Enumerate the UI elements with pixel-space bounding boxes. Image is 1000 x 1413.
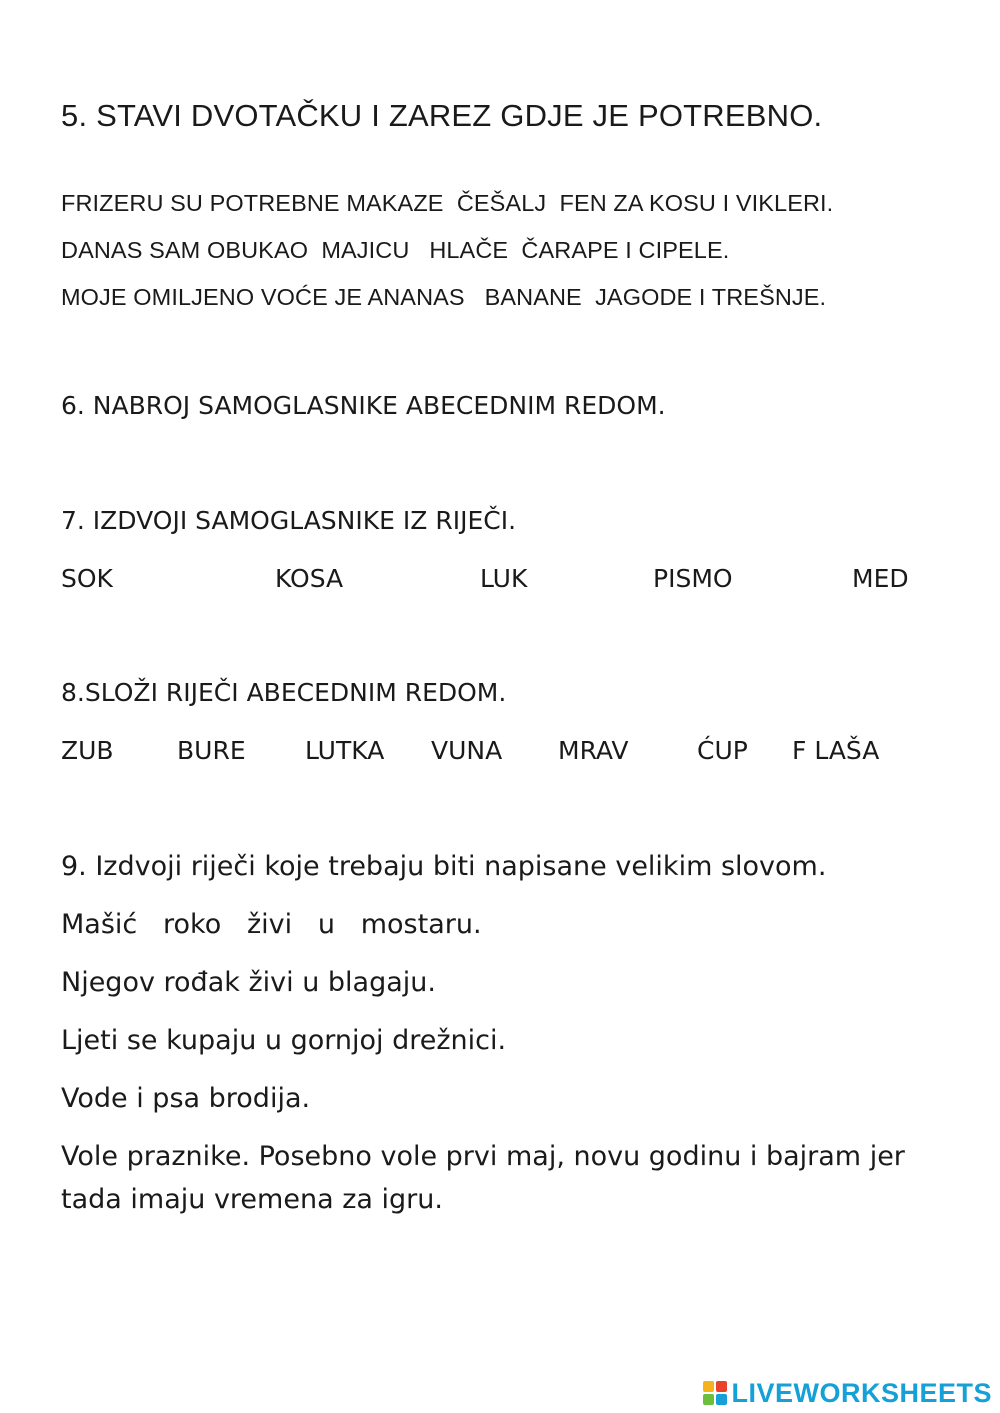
section9-sentence-4: Vode i psa brodija.	[61, 1083, 311, 1114]
section8-heading: 8.SLOŽI RIJEČI ABECEDNIM REDOM.	[61, 678, 507, 707]
section9-heading: 9. Izdvoji riječi koje trebaju biti napisane velikim slovom.	[61, 851, 827, 882]
section9-sentence-5: Vole praznike. Posebno vole prvi maj, novu godinu i bajram jer	[61, 1141, 905, 1172]
section8-word-2: BURE	[177, 736, 246, 765]
section9-sentence-6: tada imaju vremena za igru.	[61, 1184, 443, 1215]
section9-sentence-3: Ljeti se kupaju u gornjoj drežnici.	[61, 1025, 507, 1056]
section8-word-7: F LAŠA	[792, 736, 880, 765]
section5-heading: 5. STAVI DVOTAČKU I ZAREZ GDJE JE POTREBNO.	[61, 98, 823, 133]
liveworksheets-logo[interactable]	[703, 1377, 992, 1408]
section5-sentence-2: DANAS SAM OBUKAO MAJICU HLAČE ČARAPE I CIPELE.	[61, 237, 730, 263]
section5-sentence-1: FRIZERU SU POTREBNE MAKAZE ČEŠALJ FEN ZA KOSU I VIKLERI.	[61, 190, 834, 216]
section5-sentence-3: MOJE OMILJENO VOĆE JE ANANAS BANANE JAGODE I TREŠNJE.	[61, 284, 827, 310]
section7-word-3: LUK	[480, 564, 528, 593]
section7-word-2: KOSA	[275, 564, 344, 593]
section8-word-6: ĆUP	[697, 736, 748, 765]
liveworksheets-logo-icon	[703, 1381, 727, 1405]
liveworksheets-logo-text: LIVEWORKSHEETS	[731, 1377, 992, 1408]
section7-word-1: SOK	[61, 564, 113, 593]
section8-word-3: LUTKA	[305, 736, 385, 765]
section6-heading: 6. NABROJ SAMOGLASNIKE ABECEDNIM REDOM.	[61, 391, 666, 420]
section9-sentence-1: Mašić roko živi u mostaru.	[61, 909, 482, 940]
section7-word-4: PISMO	[653, 564, 733, 593]
section8-word-4: VUNA	[431, 736, 503, 765]
section8-word-1: ZUB	[61, 736, 114, 765]
section7-word-5: MED	[852, 564, 909, 593]
section9-sentence-2: Njegov rođak živi u blagaju.	[61, 967, 436, 998]
section8-word-5: MRAV	[558, 736, 629, 765]
section7-heading: 7. IZDVOJI SAMOGLASNIKE IZ RIJEČI.	[61, 506, 517, 535]
